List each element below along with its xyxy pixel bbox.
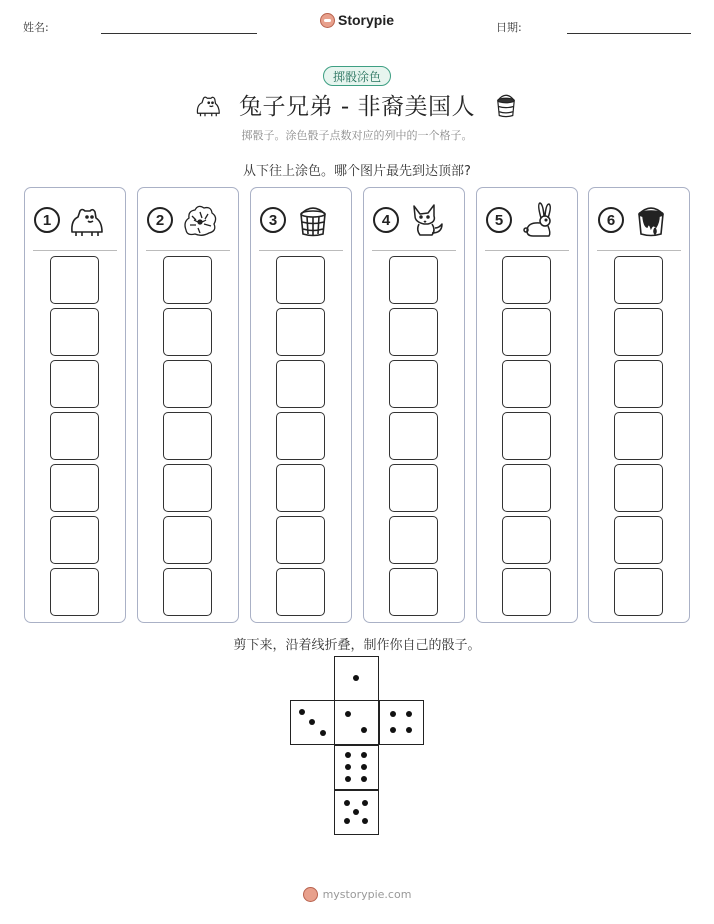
color-box[interactable] [50,516,99,564]
color-box[interactable] [276,256,325,304]
column-header [589,188,689,250]
color-box[interactable] [163,308,212,356]
die-pip [390,727,396,733]
color-box[interactable] [614,256,663,304]
die-pip [345,711,351,717]
tar-bucket-icon [631,200,671,240]
die-pip [345,764,351,770]
color-box[interactable] [502,464,551,512]
color-box[interactable] [276,464,325,512]
subtitle: 掷骰子。涂色骰子点数对应的列中的一个格子。 [241,129,473,142]
brand-name: Storypie [337,12,394,28]
die-face-2 [334,700,379,745]
die-pip [344,800,350,806]
bucket-icon [293,200,333,240]
column-header [251,188,351,250]
die-pip [344,818,350,824]
die-face-3 [290,700,335,745]
die-pip [309,719,315,725]
bear-icon [193,90,223,120]
color-box[interactable] [163,568,212,616]
column-number: 4 [373,207,399,233]
bear-icon [67,200,107,240]
color-box[interactable] [276,516,325,564]
die-face-6 [334,745,379,790]
die-pip [390,711,396,717]
color-box[interactable] [502,516,551,564]
die-pip [361,752,367,758]
color-box[interactable] [502,308,551,356]
column-divider [146,250,230,251]
die-pip [345,776,351,782]
die-pip [362,800,368,806]
name-line [101,33,257,34]
instruction: 从下往上涂色。哪个图片最先到达顶部? [243,164,471,179]
color-box[interactable] [276,360,325,408]
color-box[interactable] [276,568,325,616]
color-box[interactable] [502,360,551,408]
page-title: 兔子兄弟 - 非裔美国人 [239,94,475,120]
die-pip [361,764,367,770]
title-row [0,88,714,121]
color-box[interactable] [502,412,551,460]
color-box[interactable] [276,308,325,356]
die-pip [353,809,359,815]
die-pip [361,727,367,733]
column-header [25,188,125,250]
color-box[interactable] [614,308,663,356]
color-box[interactable] [389,516,438,564]
color-box[interactable] [163,412,212,460]
column-3 [250,187,352,623]
color-box[interactable] [50,464,99,512]
color-box[interactable] [50,412,99,460]
color-box[interactable] [614,516,663,564]
color-box[interactable] [50,256,99,304]
color-box[interactable] [163,256,212,304]
column-5 [476,187,578,623]
cut-instruction: 剪下来，沿着线折叠，制作你自己的骰子。 [233,638,481,653]
color-box[interactable] [276,412,325,460]
color-box[interactable] [163,464,212,512]
name-label: 姓名: [23,21,49,34]
column-1 [24,187,126,623]
column-divider [485,250,569,251]
die-pip [406,711,412,717]
color-box[interactable] [389,568,438,616]
die-pip [299,709,305,715]
column-divider [372,250,456,251]
color-box[interactable] [50,308,99,356]
bush-icon [180,200,220,240]
column-divider [259,250,343,251]
rabbit-icon [519,200,559,240]
date-line [567,33,691,34]
storypie-logo-icon [320,13,335,28]
column-6 [588,187,690,623]
column-number: 1 [34,207,60,233]
die-pip [320,730,326,736]
date-label: 日期: [496,21,522,34]
color-box[interactable] [50,360,99,408]
column-number: 3 [260,207,286,233]
color-box[interactable] [502,568,551,616]
die-pip [361,776,367,782]
die-pip [345,752,351,758]
column-divider [33,250,117,251]
color-box[interactable] [614,568,663,616]
column-header [364,188,464,250]
color-box[interactable] [163,360,212,408]
column-number: 6 [598,207,624,233]
bucket-icon [491,90,521,120]
die-pip [353,675,359,681]
color-box[interactable] [50,568,99,616]
color-box[interactable] [614,360,663,408]
column-number: 2 [147,207,173,233]
die-pip [406,727,412,733]
brand-logo [0,12,714,28]
color-box[interactable] [614,412,663,460]
die-face-1 [334,656,379,701]
color-box[interactable] [389,256,438,304]
column-header [138,188,238,250]
die-face-4 [379,700,424,745]
color-box[interactable] [163,516,212,564]
color-box[interactable] [389,412,438,460]
color-box[interactable] [502,256,551,304]
color-box[interactable] [389,360,438,408]
die-pip [362,818,368,824]
column-divider [597,250,681,251]
die-face-5 [334,790,379,835]
column-4 [363,187,465,623]
column-number: 5 [486,207,512,233]
footer-url[interactable]: mystorypie.com [322,888,412,901]
color-box[interactable] [389,308,438,356]
footer [0,887,714,902]
activity-badge: 掷骰涂色 [323,66,391,86]
fox-icon [406,200,446,240]
color-box[interactable] [389,464,438,512]
storypie-logo-icon [303,887,318,902]
color-box[interactable] [614,464,663,512]
column-header [477,188,577,250]
column-2 [137,187,239,623]
